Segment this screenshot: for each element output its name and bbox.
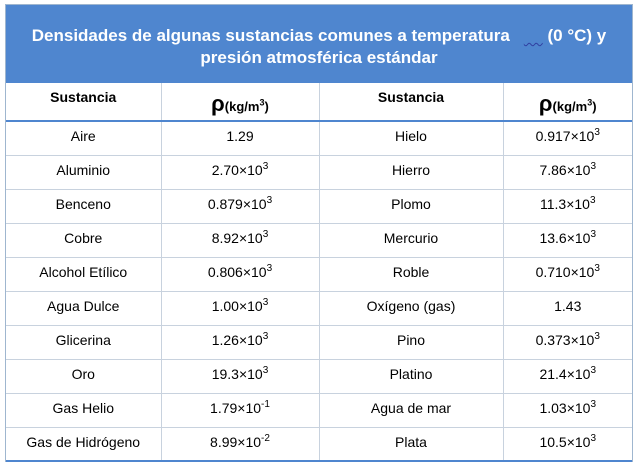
density-mantissa: 1.43: [554, 297, 582, 314]
density-exponent: 3: [590, 398, 597, 410]
substance-cell: Gas Helio: [6, 393, 161, 427]
density-cell: [161, 155, 319, 189]
density-mantissa: 0.710×10: [535, 263, 595, 280]
density-exponent: -2: [261, 432, 270, 444]
substance-cell: Hielo: [319, 121, 503, 155]
title-line-1: [6, 25, 632, 47]
density-exponent: 3: [590, 364, 597, 376]
table-row: [6, 291, 632, 325]
density-cell: [161, 359, 319, 393]
density-cell: [503, 291, 632, 325]
density-unit-exponent: 3: [259, 97, 265, 108]
density-mantissa: 21.4×10: [539, 365, 591, 382]
density-exponent: 3: [590, 228, 597, 240]
density-cell: [161, 291, 319, 325]
substance-cell: Benceno: [6, 189, 161, 223]
density-exponent: 3: [262, 228, 269, 240]
density-mantissa: 1.29: [226, 128, 254, 144]
density-cell: [161, 257, 319, 291]
density-unit-base: (kg/m: [552, 98, 588, 114]
substance-cell: Cobre: [6, 223, 161, 257]
density-unit: [553, 99, 597, 114]
table-row: [6, 155, 632, 189]
substance-cell: Hierro: [319, 155, 503, 189]
density-mantissa: 1.03×10: [539, 399, 591, 416]
substance-cell: Agua de mar: [319, 393, 503, 427]
density-unit-close: ): [592, 98, 597, 114]
density-cell: [503, 155, 632, 189]
table-title: [6, 5, 632, 83]
table-row: [6, 393, 632, 427]
density-mantissa: 8.99×10: [210, 433, 262, 450]
substance-cell: Aluminio: [6, 155, 161, 189]
header-substance-1: Sustancia: [6, 83, 161, 121]
title-line-1-tail: (0 °C) y: [547, 26, 607, 45]
header-density-1: [161, 83, 319, 121]
density-mantissa: 10.5×10: [539, 433, 591, 450]
table-row: [6, 257, 632, 291]
density-cell: [503, 427, 632, 461]
substance-cell: Gas de Hidrógeno: [6, 427, 161, 461]
density-cell: [503, 121, 632, 155]
density-mantissa: 1.00×10: [211, 297, 263, 314]
rho-symbol: ρ: [211, 90, 225, 116]
density-mantissa: 19.3×10: [211, 365, 263, 382]
header-density-2: [503, 83, 632, 121]
density-table-container: [5, 4, 633, 462]
density-mantissa: 11.3×10: [539, 195, 590, 212]
substance-cell: Roble: [319, 257, 503, 291]
substance-cell: Agua Dulce: [6, 291, 161, 325]
density-unit: [225, 99, 269, 114]
density-table: [6, 83, 632, 462]
density-exponent: -1: [261, 398, 270, 410]
table-row: [6, 121, 632, 155]
density-cell: [161, 393, 319, 427]
density-mantissa: 8.92×10: [211, 229, 263, 246]
header-substance-2: Sustancia: [319, 83, 503, 121]
density-mantissa: 0.917×10: [535, 128, 595, 144]
density-cell: [503, 325, 632, 359]
density-cell: [161, 189, 319, 223]
density-mantissa: 1.26×10: [211, 331, 263, 348]
density-exponent: 3: [594, 330, 600, 342]
substance-cell: Oro: [6, 359, 161, 393]
density-unit-close: ): [264, 98, 269, 114]
density-cell: [503, 223, 632, 257]
substance-cell: Plomo: [319, 189, 503, 223]
spellcheck-placeholder: [524, 26, 543, 45]
density-mantissa: 7.86×10: [539, 161, 591, 178]
density-unit-exponent: 3: [587, 97, 593, 108]
substance-cell: Pino: [319, 325, 503, 359]
density-cell: [161, 223, 319, 257]
table-row: [6, 325, 632, 359]
density-cell: [503, 257, 632, 291]
density-mantissa: 0.373×10: [535, 331, 595, 348]
table-row: [6, 359, 632, 393]
density-mantissa: 2.70×10: [211, 161, 263, 178]
substance-cell: Plata: [319, 427, 503, 461]
density-exponent: 3: [589, 194, 596, 206]
density-mantissa: 0.879×10: [207, 195, 267, 212]
substance-cell: Oxígeno (gas): [319, 291, 503, 325]
density-cell: [161, 427, 319, 461]
substance-cell: Alcohol Etílico: [6, 257, 161, 291]
title-line-2: presión atmosférica estándar: [200, 48, 438, 67]
header-row: [6, 83, 632, 121]
density-exponent: 3: [262, 330, 269, 342]
density-exponent: 3: [266, 194, 273, 206]
density-exponent: 3: [262, 296, 269, 308]
table-row: [6, 223, 632, 257]
density-exponent: 3: [590, 432, 597, 444]
density-cell: [161, 325, 319, 359]
substance-cell: Platino: [319, 359, 503, 393]
density-mantissa: 1.79×10: [210, 399, 262, 416]
density-exponent: 3: [262, 160, 269, 172]
substance-cell: Glicerina: [6, 325, 161, 359]
table-row: [6, 427, 632, 461]
table-row: [6, 189, 632, 223]
substance-cell: Aire: [6, 121, 161, 155]
density-cell: [503, 189, 632, 223]
substance-cell: Mercurio: [319, 223, 503, 257]
density-cell: [161, 121, 319, 155]
density-exponent: 3: [590, 160, 597, 172]
density-exponent: 3: [594, 127, 600, 138]
density-cell: [503, 393, 632, 427]
density-exponent: 3: [262, 364, 269, 376]
density-exponent: 3: [266, 262, 273, 274]
density-cell: [503, 359, 632, 393]
density-unit-base: (kg/m: [224, 98, 260, 114]
rho-symbol: ρ: [538, 90, 553, 116]
density-exponent: 3: [594, 262, 600, 274]
density-mantissa: 13.6×10: [539, 229, 591, 246]
title-line-1-text: Densidades de algunas sustancias comunes a temperatura: [31, 26, 510, 45]
density-mantissa: 0.806×10: [207, 263, 267, 280]
